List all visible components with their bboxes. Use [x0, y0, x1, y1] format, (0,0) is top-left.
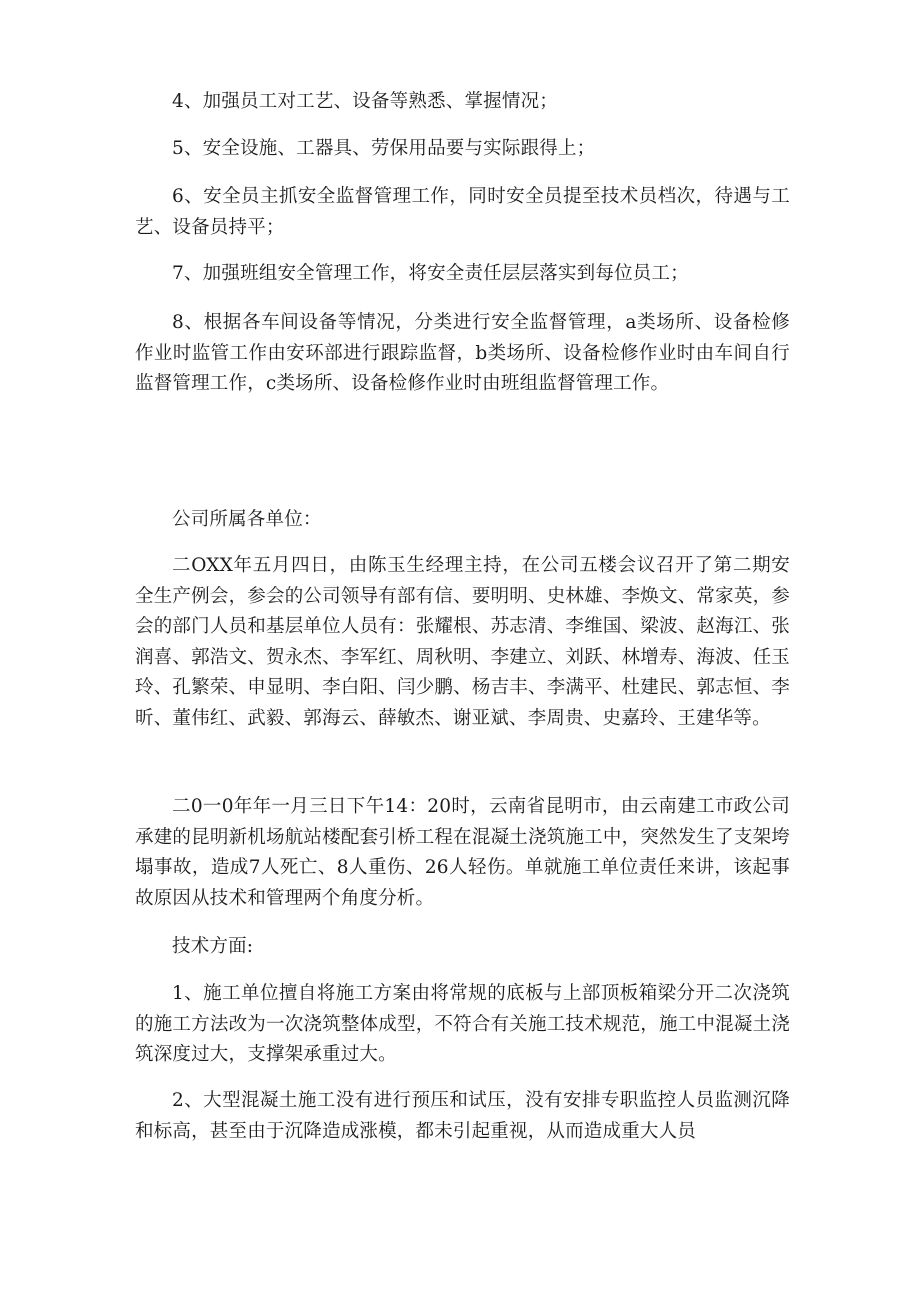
list-item-5: 5、安全设施、工器具、劳保用品要与实际跟得上； [172, 138, 596, 159]
list-item-8: 8、根据各车间设备等情况，分类进行安全监督管理，a类场所、设备检修作业时监管工作由安环部进行跟踪监督，b类场所、设备检修作业时由车间自行监督管理工作，c类场所、设备检修作业时由班组监督管理工作。 [135, 312, 790, 395]
meeting-paragraph: 二OXX年五月四日，由陈玉生经理主持，在公司五楼会议召开了第二期安全生产例会，参会的公司领导有部有信、要明明、史林雄、李焕文、常家英，参会的部门人员和基层单位人员有：张耀根、苏志清、李维国、梁波、赵海江、张润喜、郭浩文、贺永杰、李军红、周秋明、李建立、刘跃、林增寿、海波、任玉玲、孔繁荣、申显明、李白阳、闫少鹏、杨吉丰、李满平、杜建民、郭志恒、李昕、董伟红、武毅、郭海云、薛敏杰、谢亚斌、李周贵、史嘉玲、王建华等。 [135, 555, 790, 729]
salutation: 公司所属各单位： [172, 509, 322, 530]
technical-heading: 技术方面: [172, 936, 254, 957]
list-item-7: 7、加强班组安全管理工作，将安全责任层层落实到每位员工； [172, 263, 689, 284]
technical-point-1: 1、施工单位擅自将施工方案由将常规的底板与上部顶板箱梁分开二次浇筑的施工方法改为一次浇筑整体成型，不符合有关施工技术规范，施工中混凝土浇筑深度过大，支撑架承重过大。 [135, 983, 790, 1066]
list-item-4: 4、加强员工对工艺、设备等熟悉、掌握情况； [172, 91, 558, 112]
accident-paragraph: 二0一0年年一月三日下午14：20时，云南省昆明市，由云南建工市政公司承建的昆明新机场航站楼配套引桥工程在混凝土浇筑施工中，突然发生了支架垮塌事故，造成7人死亡、8人重伤、26人轻伤。单就施工单位责任来讲，该起事故原因从技术和管理两个角度分析。 [135, 796, 790, 909]
list-item-6: 6、安全员主抓安全监督管理工作，同时安全员提至技术员档次，待遇与工艺、设备员持平； [135, 186, 790, 238]
technical-point-2: 2、大型混凝土施工没有进行预压和试压，没有安排专职监控人员监测沉降和标高，甚至由于沉降造成涨模，都未引起重视，从而造成重大人员 [135, 1090, 790, 1142]
